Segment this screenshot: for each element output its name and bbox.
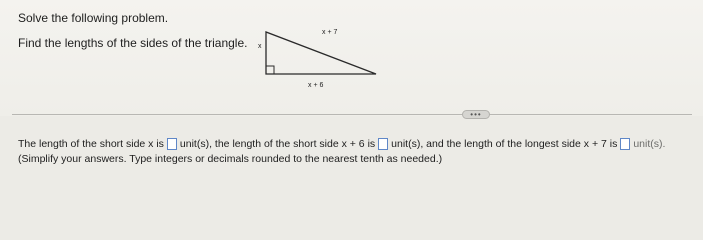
longest-side-answer-input[interactable] [620,138,630,150]
problem-title: Solve the following problem. [18,11,169,25]
answer-sentence [18,138,665,150]
answer-text-4: unit(s). [633,138,666,150]
answer-text-3: unit(s), and the length of the longest side x + 7 is [391,138,618,150]
answer-text-2: unit(s), the length of the short side x + 6 is [179,138,376,150]
simplify-note: (Simplify your answers. Type integers or decimals rounded to the nearest tenth as needed.) [18,153,443,165]
middle-side-answer-input[interactable] [378,138,388,150]
short-side-answer-input[interactable] [167,138,177,150]
right-angle-marker [266,66,274,74]
triangle-figure [252,22,388,102]
label-base: x + 6 [308,82,324,89]
answer-text-1: The length of the short side x is [18,138,164,150]
section-divider [12,114,692,115]
problem-instruction: Find the lengths of the sides of the triangle. [18,36,248,50]
triangle-shape [266,32,376,74]
label-hypotenuse: x + 7 [322,29,338,36]
expand-handle-button[interactable]: ••• [462,110,490,119]
label-vertical-side: x [258,43,262,50]
